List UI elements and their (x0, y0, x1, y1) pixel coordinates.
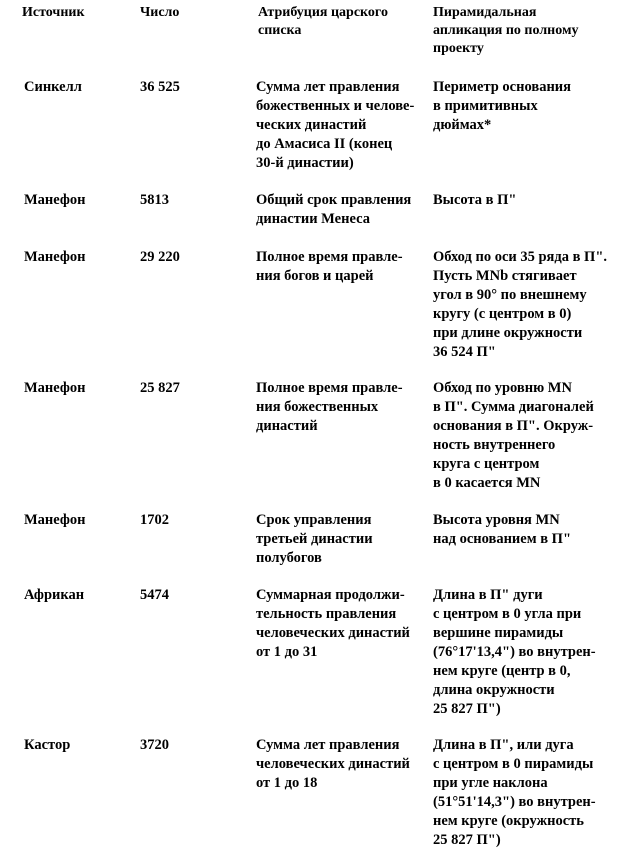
header-application-line: Пирамидальная (433, 5, 537, 20)
attribution-line: Срок управления (256, 512, 372, 528)
application-line: 36 524 П" (433, 344, 496, 360)
number-text: 29 220 (140, 249, 180, 265)
number-text: 3720 (140, 737, 169, 753)
application-cell (433, 379, 622, 493)
application-line: круга с центром (433, 456, 540, 472)
attribution-line: человеческих династий (256, 756, 410, 772)
number-text: 25 827 (140, 380, 180, 396)
application-line: нем круге (окружность (433, 813, 584, 829)
attribution-line: ния богов и царей (256, 268, 374, 284)
application-line: Периметр основания (433, 79, 571, 95)
application-line: с центром в 0 пирамиды (433, 756, 594, 772)
number-cell (140, 191, 250, 210)
number-text: 1702 (140, 512, 169, 528)
header-number-text: Число (140, 5, 180, 20)
source-cell (24, 586, 134, 605)
number-text: 36 525 (140, 79, 180, 95)
source-cell (24, 191, 134, 210)
number-cell (140, 248, 250, 267)
number-cell (140, 78, 250, 97)
application-cell (433, 511, 622, 549)
attribution-line: 30-й династии) (256, 155, 354, 171)
application-line: в 0 касается MN (433, 475, 541, 491)
application-line: Пусть MNb стягивает (433, 268, 577, 284)
source-cell (24, 736, 134, 755)
number-cell (140, 586, 250, 605)
application-line: при угле наклона (433, 775, 548, 791)
attribution-line: человеческих династий (256, 625, 410, 641)
application-line: ность внутреннего (433, 437, 556, 453)
source-text: Синкелл (24, 79, 82, 95)
application-cell (433, 736, 622, 850)
source-text: Кастор (24, 737, 71, 753)
application-line: 25 827 П") (433, 701, 501, 717)
source-cell (24, 511, 134, 530)
attribution-line: Сумма лет правления (256, 79, 400, 95)
attribution-cell (256, 191, 426, 229)
application-cell (433, 586, 622, 719)
attribution-line: Полное время правле- (256, 380, 403, 396)
attribution-line: Полное время правле- (256, 249, 403, 265)
header-number (140, 4, 179, 22)
attribution-line: до Амасиса II (конец (256, 136, 393, 152)
application-cell (433, 191, 622, 210)
application-line: при длине окружности (433, 325, 583, 341)
application-line: дюймах* (433, 117, 492, 133)
header-attribution (258, 4, 388, 40)
application-line: Обход по уровню MN (433, 380, 572, 396)
source-text: Манефон (24, 512, 86, 528)
attribution-line: Суммарная продолжи- (256, 587, 405, 603)
application-line: (51°51'14,3") во внутрен- (433, 794, 596, 810)
attribution-line: божественных и челове- (256, 98, 415, 114)
attribution-line: полубогов (256, 550, 322, 566)
number-cell (140, 511, 250, 530)
source-text: Африкан (24, 587, 85, 603)
header-source (22, 4, 85, 22)
attribution-line: ческих династий (256, 117, 367, 133)
application-line: кругу (с центром в 0) (433, 306, 572, 322)
number-cell (140, 736, 250, 755)
header-application-line: проекту (433, 41, 484, 56)
application-line: Высота уровня MN (433, 512, 560, 528)
attribution-line: ния божественных (256, 399, 379, 415)
number-text: 5474 (140, 587, 169, 603)
number-text: 5813 (140, 192, 169, 208)
application-line: длина окружности (433, 682, 555, 698)
application-line: Высота в П" (433, 192, 517, 208)
attribution-cell (256, 78, 426, 173)
application-line: в П". Сумма диагоналей (433, 399, 594, 415)
source-text: Манефон (24, 192, 86, 208)
header-application-line: апликация по полному (433, 23, 579, 38)
attribution-cell (256, 511, 426, 568)
source-cell (24, 379, 134, 398)
source-cell (24, 248, 134, 267)
source-text: Манефон (24, 249, 86, 265)
application-line: (76°17'13,4") во внутрен- (433, 644, 596, 660)
application-line: угол в 90° по внешнему (433, 287, 587, 303)
header-attribution-line: списка (258, 23, 302, 38)
header-source-text: Источник (22, 5, 85, 20)
application-line: над основанием в П" (433, 531, 572, 547)
application-line: основания в П". Окруж- (433, 418, 594, 434)
application-line: вершине пирамиды (433, 625, 564, 641)
attribution-cell (256, 586, 426, 662)
application-line: 25 827 П") (433, 832, 501, 848)
application-line: с центром в 0 угла при (433, 606, 582, 622)
attribution-cell (256, 379, 426, 436)
attribution-line: от 1 до 18 (256, 775, 318, 791)
application-line: Обход по оси 35 ряда в П". (433, 249, 608, 265)
source-cell (24, 78, 134, 97)
header-attribution-line: Атрибуция царского (258, 5, 388, 20)
application-cell (433, 248, 622, 362)
attribution-line: династий (256, 418, 318, 434)
header-application (433, 4, 579, 58)
attribution-line: Общий срок правления (256, 192, 412, 208)
attribution-line: третьей династии (256, 531, 373, 547)
attribution-line: тельность правления (256, 606, 397, 622)
application-line: в примитивных (433, 98, 538, 114)
attribution-line: Сумма лет правления (256, 737, 400, 753)
application-line: нем круге (центр в 0, (433, 663, 571, 679)
application-line: Длина в П" дуги (433, 587, 543, 603)
attribution-line: от 1 до 31 (256, 644, 318, 660)
attribution-line: династии Менеса (256, 211, 370, 227)
source-text: Манефон (24, 380, 86, 396)
number-cell (140, 379, 250, 398)
application-line: Длина в П", или дуга (433, 737, 574, 753)
application-cell (433, 78, 622, 135)
attribution-cell (256, 736, 426, 793)
attribution-cell (256, 248, 426, 286)
